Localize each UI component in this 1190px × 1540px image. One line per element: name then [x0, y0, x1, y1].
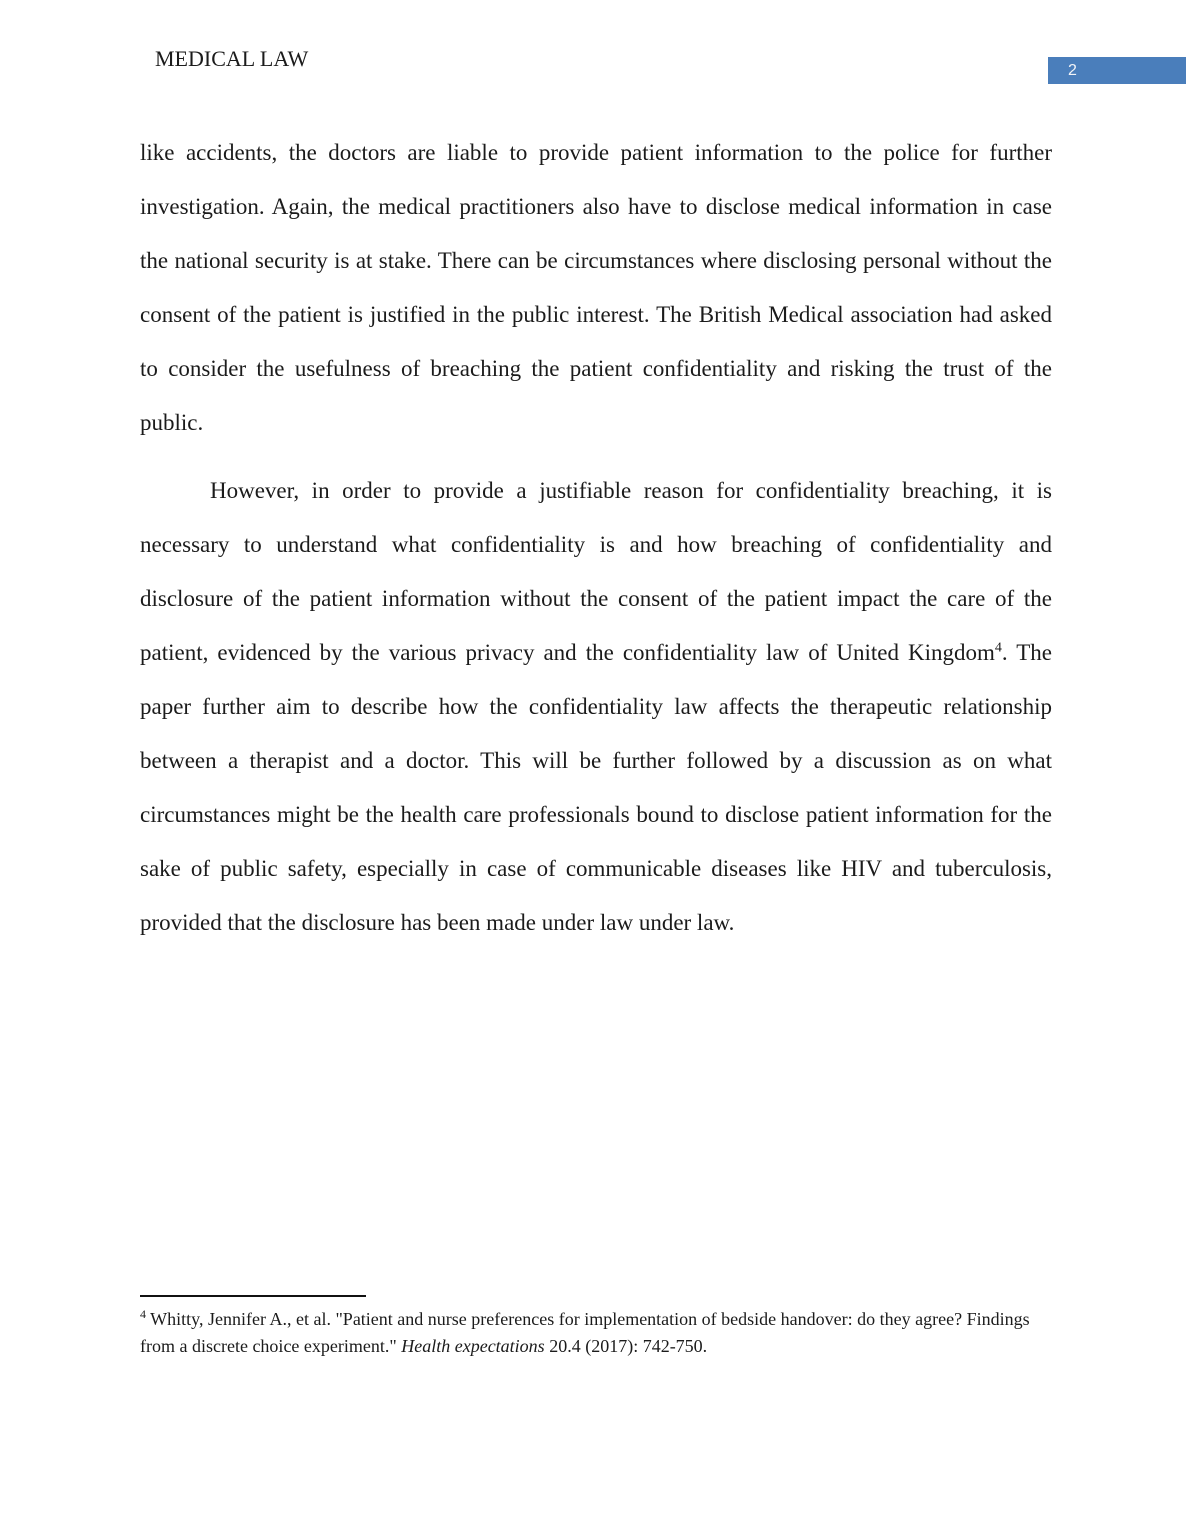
footnote-area	[140, 1295, 1052, 1360]
running-head-title: MEDICAL LAW	[155, 46, 309, 71]
page-number: 2	[1068, 61, 1077, 79]
footnote-number: 4	[140, 1307, 146, 1321]
footnote-separator	[140, 1295, 366, 1297]
footnote-citation-text: Whitty, Jennifer A., et al. "Patient and nurse preferences for implementation of bedside handover: do they agree? Findings from a discrete choice experiment."	[140, 1309, 1030, 1356]
document-body	[140, 126, 1052, 964]
page-number-badge	[1048, 57, 1186, 84]
paragraph-2-text: However, in order to provide a justifiable reason for confidentiality breaching, it is necessary to understand what confidentiality is and how breaching of confidentiality and disclosure of the patient information without the consent of the patient impact the care of the patient, evidenced by the various privacy and the confidentiality law of United Kingdom	[140, 478, 1052, 665]
paragraph-2-text-continued: . The paper further aim to describe how the confidentiality law affects the therapeutic relationship between a therapist and a doctor. This will be further followed by a discussion as on what circumstances might be the health care professionals bound to disclose patient information for the sake of public safety, especially in case of communicable diseases like HIV and tuberculosis, provided that the disclosure has been made under law under law.	[140, 640, 1053, 935]
footnote-citation-text-continued: 20.4 (2017): 742-750.	[544, 1336, 708, 1356]
paragraph-2	[140, 464, 1052, 950]
footnote-journal-name: Health expectations	[401, 1336, 545, 1356]
paragraph-1: like accidents, the doctors are liable to provide patient information to the police for further investigation. Again, the medical practitioners also have to disclose medical information in case the national security is at stake. There can be circumstances where disclosing personal without the consent of the patient is justified in the public interest. The British Medical association had asked to consider the usefulness of breaching the patient confidentiality and risking the trust of the public.	[140, 140, 1052, 435]
footnote-reference-4: 4	[994, 640, 1002, 656]
footnote-4	[140, 1306, 1052, 1360]
